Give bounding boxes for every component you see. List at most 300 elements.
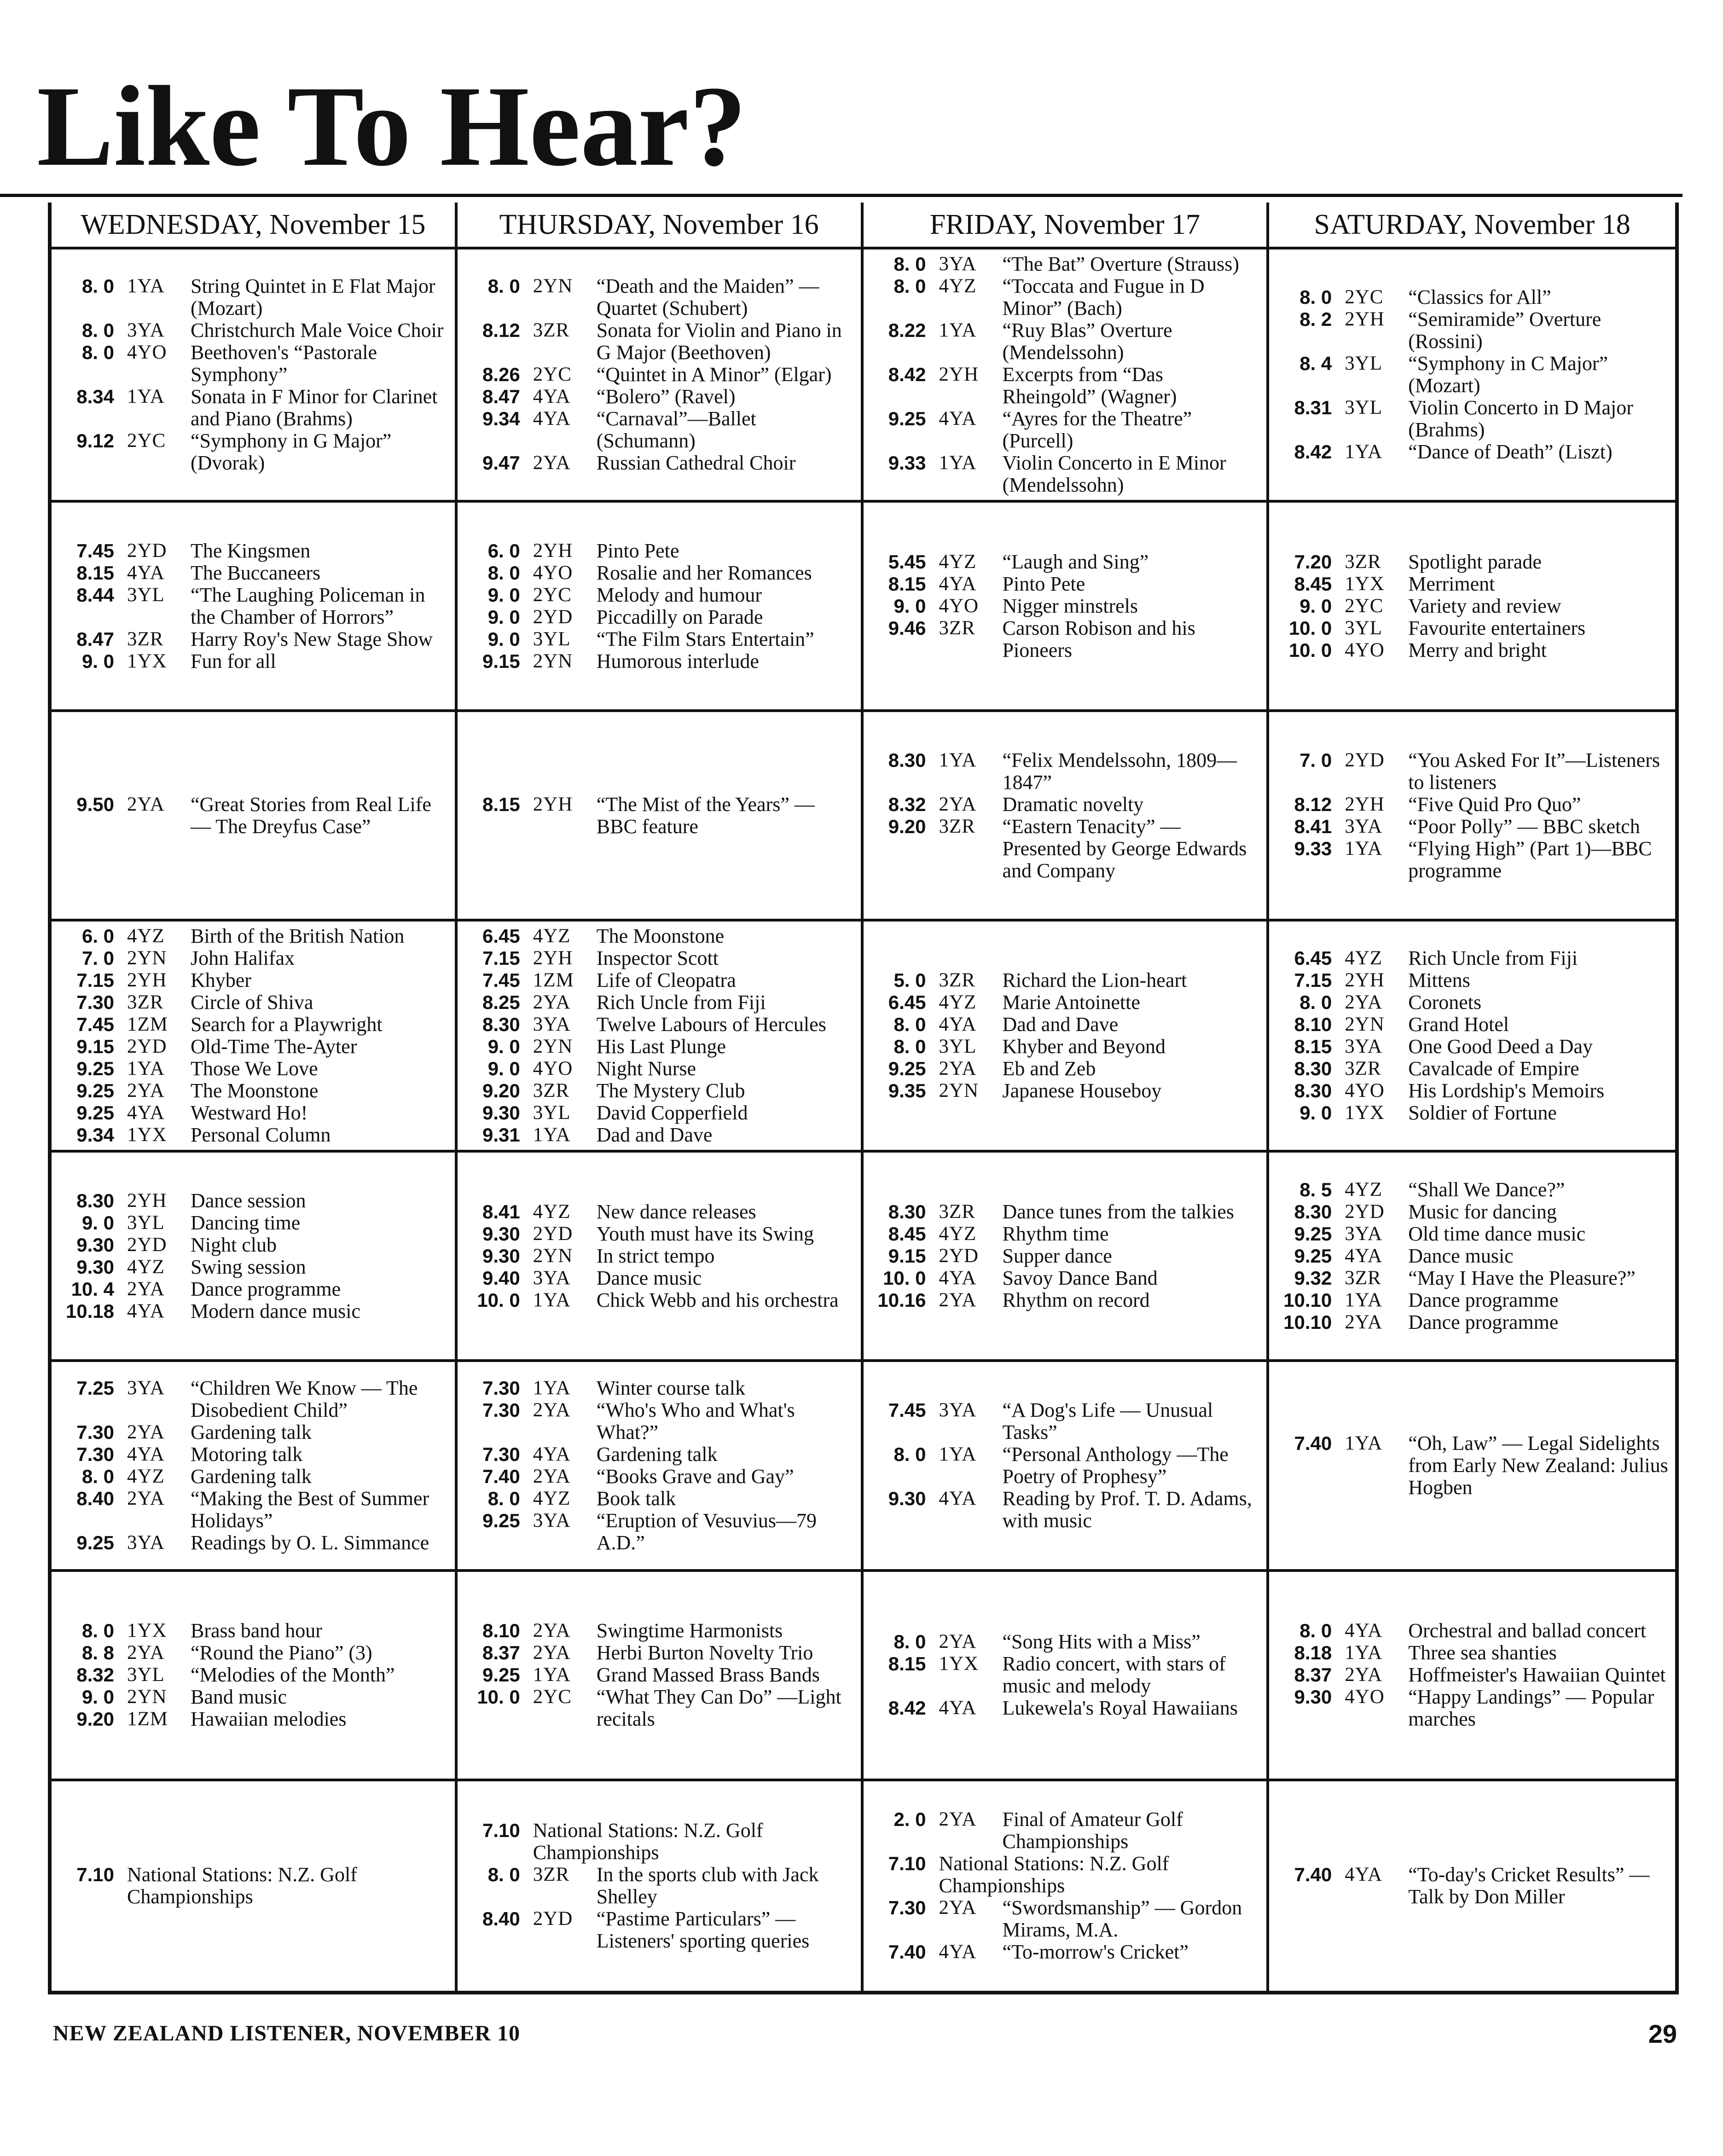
station-code: 4YZ	[533, 1488, 571, 1510]
station-code: 2YA	[127, 1421, 165, 1443]
programme-entry	[1276, 397, 1669, 441]
programme-time: 9.31	[482, 1124, 520, 1146]
programme-entry	[58, 628, 448, 650]
station-code: 3ZR	[533, 319, 570, 341]
station-code: 3ZR	[1345, 1058, 1381, 1080]
programme-time: 7.10	[482, 1820, 520, 1842]
schedule-cell	[458, 922, 864, 1153]
day-header-wednesday: WEDNESDAY, November 15	[52, 203, 458, 249]
programme-entry	[58, 430, 448, 474]
station-code: 1YA	[939, 1443, 977, 1466]
programme-time: 6.45	[1294, 947, 1332, 969]
programme-time: 9. 0	[487, 628, 520, 650]
programme-entry	[464, 1488, 854, 1510]
programme-time: 9.20	[888, 815, 926, 837]
programme-time: 9.25	[482, 1664, 520, 1686]
station-code: 3ZR	[939, 815, 975, 837]
programme-description: Excerpts from “Das Rheingold” (Wagner)	[1002, 363, 1177, 408]
programme-time: 9.15	[888, 1245, 926, 1267]
programme-entry	[58, 1278, 448, 1300]
programme-entry	[464, 1245, 854, 1267]
schedule-cell	[458, 712, 864, 922]
programme-entry	[870, 1080, 1260, 1102]
programme-entry	[464, 319, 854, 364]
programme-entry	[464, 1642, 854, 1664]
programme-time: 8. 0	[1300, 286, 1332, 308]
programme-description: Soldier of Fortune	[1408, 1101, 1557, 1124]
station-code: 4YZ	[127, 1466, 165, 1488]
station-code: 2YA	[533, 1399, 571, 1421]
station-code: 4YA	[939, 1267, 977, 1289]
programme-description: Dance programme	[191, 1277, 341, 1300]
schedule-cell	[1269, 503, 1675, 712]
programme-description: Reading by Prof. T. D. Adams, with music	[1002, 1487, 1252, 1532]
station-code: 3ZR	[1345, 1267, 1381, 1289]
programme-entry	[870, 1036, 1260, 1058]
programme-entry	[58, 584, 448, 628]
programme-description: Harry Roy's New Stage Show	[191, 627, 433, 650]
programme-description: Variety and review	[1408, 594, 1561, 617]
programme-entry	[870, 551, 1260, 573]
station-code: 1YA	[127, 1058, 165, 1080]
programme-entry	[1276, 1102, 1669, 1124]
programme-time: 8.10	[482, 1620, 520, 1642]
schedule-cell	[52, 249, 458, 503]
programme-entry	[870, 408, 1260, 452]
schedule-cell	[52, 1362, 458, 1571]
programme-time: 9.20	[76, 1708, 114, 1730]
programme-description: “Toccata and Fugue in D Minor” (Bach)	[1002, 275, 1205, 319]
programme-time: 9.30	[482, 1102, 520, 1124]
programme-entry	[58, 925, 448, 947]
programme-time: 7.40	[482, 1466, 520, 1488]
station-code: 1YA	[533, 1664, 571, 1686]
station-code: 2YH	[127, 969, 167, 991]
programme-entry	[464, 408, 854, 452]
station-code: 2YN	[127, 1686, 167, 1708]
programme-description: “You Asked For It”—Listeners to listeners	[1408, 748, 1660, 794]
station-code: 2YD	[533, 1223, 573, 1245]
station-code: 3ZR	[939, 1200, 975, 1223]
programme-entry	[870, 1267, 1260, 1289]
programme-time: 7.15	[76, 969, 114, 991]
programme-time: 8.45	[888, 1223, 926, 1245]
programme-time: 8.15	[1294, 1036, 1332, 1058]
programme-description: “To-day's Cricket Results” — Talk by Don Miller	[1408, 1863, 1650, 1908]
programme-time: 7.10	[76, 1864, 114, 1886]
programme-time: 2. 0	[893, 1808, 926, 1831]
programme-time: 8. 8	[81, 1642, 114, 1664]
programme-entry	[1276, 308, 1669, 353]
programme-time: 8.32	[76, 1664, 114, 1686]
programme-entry	[58, 1036, 448, 1058]
programme-description: Savoy Dance Band	[1002, 1266, 1158, 1289]
station-code: 1YX	[127, 1620, 167, 1642]
programme-time: 8. 0	[893, 253, 926, 275]
programme-description: Khyber and Beyond	[1002, 1035, 1166, 1058]
station-code: 2YA	[939, 1808, 977, 1831]
station-code: 2YN	[533, 650, 573, 672]
programme-entry	[1276, 1223, 1669, 1245]
programme-description: Band music	[191, 1686, 287, 1709]
programme-entry	[1276, 286, 1669, 308]
programme-time: 9.12	[76, 430, 114, 452]
programme-description: Radio concert, with stars of music and melody	[1002, 1652, 1226, 1698]
programme-description: Final of Amateur Golf Championships	[1002, 1808, 1183, 1853]
programme-description: “To-morrow's Cricket”	[1002, 1941, 1189, 1964]
schedule-cell	[458, 1153, 864, 1362]
station-code: 3ZR	[533, 1864, 570, 1886]
station-code: 3YL	[127, 584, 165, 606]
programme-description: John Halifax	[191, 947, 295, 970]
station-code: 2YA	[939, 1631, 977, 1653]
programme-description: In the sports club with Jack Shelley	[596, 1863, 819, 1908]
programme-description: Grand Hotel	[1408, 1013, 1509, 1036]
station-code: 4YA	[533, 386, 571, 407]
programme-time: 8.45	[1294, 573, 1332, 595]
programme-entry	[58, 1014, 448, 1036]
programme-description: Russian Cathedral Choir	[596, 452, 796, 474]
programme-description: Birth of the British Nation	[191, 925, 405, 948]
programme-description: Old time dance music	[1408, 1222, 1586, 1245]
programme-entry	[464, 1466, 854, 1488]
programme-description: Readings by O. L. Simmance	[191, 1531, 429, 1554]
programme-time: 8. 0	[893, 1014, 926, 1036]
programme-description: “May I Have the Pleasure?”	[1408, 1266, 1636, 1289]
programme-description: Night club	[191, 1233, 277, 1256]
programme-entry	[870, 1289, 1260, 1311]
programme-description: “Children We Know — The Disobedient Child”	[191, 1377, 418, 1422]
programme-description: Brass band hour	[191, 1619, 322, 1642]
station-code: 3ZR	[127, 628, 164, 650]
station-code: 4YZ	[939, 1223, 977, 1245]
programme-entry	[464, 1510, 854, 1554]
programme-time: 8. 0	[893, 1443, 926, 1466]
programme-description: Coronets	[1408, 991, 1482, 1014]
programme-entry	[870, 1697, 1260, 1719]
programme-entry	[870, 573, 1260, 595]
programme-description: Gardening talk	[596, 1443, 718, 1466]
programme-description: Life of Cleopatra	[596, 969, 736, 992]
station-code: 2YN	[533, 1245, 573, 1267]
programme-time: 7.40	[1294, 1432, 1332, 1455]
programme-description: “Five Quid Pro Quo”	[1408, 793, 1581, 816]
schedule-cell	[52, 1572, 458, 1781]
station-code: 2YD	[1345, 1200, 1385, 1223]
programme-description: Mittens	[1408, 969, 1470, 992]
programme-time: 6. 0	[81, 925, 114, 947]
programme-entry	[1276, 1664, 1669, 1686]
programme-description: Supper dance	[1002, 1244, 1112, 1267]
station-code: 1YA	[939, 452, 977, 474]
schedule-cell	[864, 1362, 1270, 1571]
schedule-cell	[864, 1153, 1270, 1362]
programme-time: 7.40	[888, 1941, 926, 1963]
day-header-friday: FRIDAY, November 17	[864, 203, 1270, 249]
programme-description: “Melodies of the Month”	[191, 1663, 395, 1687]
programme-description: “Eastern Tenacity” — Presented by George Edwards and Company	[1002, 815, 1247, 882]
programme-entry	[58, 342, 448, 386]
programme-entry	[1276, 1289, 1669, 1311]
programme-time: 9.47	[482, 452, 520, 474]
station-code: 4YA	[1345, 1620, 1383, 1642]
station-code: 2YD	[127, 1036, 167, 1058]
programme-time: 8. 5	[1300, 1178, 1332, 1200]
station-code: 1YX	[127, 650, 167, 672]
programme-description: Dance programme	[1408, 1288, 1559, 1311]
programme-description: The Moonstone	[191, 1079, 319, 1102]
station-code: 2YA	[939, 1058, 977, 1080]
programme-entry	[870, 1058, 1260, 1080]
programme-time: 8. 0	[893, 1631, 926, 1653]
programme-entry	[464, 925, 854, 947]
programme-description: “Ayres for the Theatre” (Purcell)	[1002, 407, 1192, 452]
programme-description: Herbi Burton Novelty Trio	[596, 1641, 813, 1664]
station-code: 3ZR	[1345, 551, 1381, 573]
programme-entry	[464, 1620, 854, 1642]
page-number: 29	[1648, 2019, 1677, 2048]
programme-time: 9. 0	[1300, 1102, 1332, 1124]
programme-description: “Who's Who and What's What?”	[596, 1399, 795, 1444]
programme-entry	[870, 452, 1260, 496]
programme-entry	[1276, 1267, 1669, 1289]
programme-entry	[870, 253, 1260, 275]
programme-description: “The Bat” Overture (Strauss)	[1002, 253, 1239, 275]
programme-time: 8. 2	[1300, 308, 1332, 330]
programme-description: “Round the Piano” (3)	[191, 1641, 372, 1664]
programme-entry	[58, 562, 448, 584]
programme-description: Old-Time The-Ayter	[191, 1035, 357, 1058]
programme-description: Rhythm time	[1002, 1222, 1109, 1245]
station-code: 1YA	[1345, 1642, 1383, 1664]
programme-entry	[464, 452, 854, 474]
programme-time: 9. 0	[487, 1036, 520, 1058]
station-code: 2YA	[533, 1642, 571, 1664]
programme-entry	[870, 1488, 1260, 1532]
schedule-cell	[458, 503, 864, 712]
programme-entry	[464, 1102, 854, 1124]
schedule-cell	[52, 712, 458, 922]
programme-time: 7.45	[76, 539, 114, 562]
programme-description: Hawaiian melodies	[191, 1708, 347, 1731]
programme-time: 7.30	[482, 1443, 520, 1466]
programme-description: “Making the Best of Summer Holidays”	[191, 1487, 429, 1532]
programme-description: “Classics for All”	[1408, 286, 1551, 308]
programme-description: Inspector Scott	[596, 947, 719, 970]
programme-description: Christchurch Male Voice Choir	[191, 319, 444, 342]
programme-time: 10.10	[1283, 1289, 1332, 1311]
programme-time: 10. 0	[883, 1267, 926, 1289]
programme-entry	[464, 364, 854, 386]
programme-time: 9.33	[888, 452, 926, 474]
programme-entry	[464, 540, 854, 562]
programme-description: “Ruy Blas” Overture (Mendelssohn)	[1002, 319, 1172, 364]
programme-description: “Symphony in C Major” (Mozart)	[1408, 352, 1608, 397]
station-code: 2YD	[939, 1245, 979, 1267]
programme-description: “The Laughing Policeman in the Chamber of Horrors”	[191, 583, 425, 628]
programme-time: 9.25	[76, 1058, 114, 1080]
programme-time: 8. 0	[487, 1864, 520, 1886]
programme-description: Modern dance music	[191, 1299, 360, 1322]
programme-description: Khyber	[191, 969, 251, 992]
programme-time: 8.12	[1294, 793, 1332, 815]
programme-time: 8.32	[888, 793, 926, 815]
programme-description: His Lordship's Memoirs	[1408, 1079, 1605, 1102]
programme-time: 9.25	[888, 1058, 926, 1080]
programme-description: Pinto Pete	[596, 539, 679, 562]
station-code: 2YA	[127, 793, 165, 815]
programme-entry	[464, 606, 854, 628]
programme-entry	[464, 1080, 854, 1102]
station-code: 4YA	[939, 573, 977, 595]
programme-entry	[870, 1653, 1260, 1697]
station-code: 2YA	[533, 1620, 571, 1642]
programme-description: Hoffmeister's Hawaiian Quintet	[1408, 1663, 1666, 1687]
programme-description: Piccadilly on Parade	[596, 605, 763, 628]
programme-description: String Quintet in E Flat Major (Mozart)	[191, 275, 435, 319]
programme-entry	[58, 386, 448, 430]
station-code: 2YH	[1345, 793, 1385, 815]
programme-time: 8. 0	[1300, 991, 1332, 1014]
programme-description: “Poor Polly” — BBC sketch	[1408, 815, 1640, 838]
programme-entry	[870, 1245, 1260, 1267]
programme-entry	[58, 1443, 448, 1466]
schedule-cell	[1269, 1781, 1675, 1991]
programme-description: “Felix Mendelssohn, 1809—1847”	[1002, 748, 1237, 794]
programme-time: 9.30	[1294, 1686, 1332, 1708]
programme-entry	[1276, 1620, 1669, 1642]
station-code: 3YL	[1345, 397, 1383, 418]
programme-description: Sonata for Violin and Piano in G Major (Beethoven)	[596, 319, 842, 364]
programme-entry	[1276, 1245, 1669, 1267]
station-code: 1YA	[1345, 1432, 1383, 1455]
programme-time: 8. 4	[1300, 353, 1332, 374]
station-code: 2YC	[1345, 595, 1384, 617]
programme-description: Winter course talk	[596, 1377, 745, 1400]
station-code: 4YA	[939, 408, 977, 429]
station-code: 2YD	[127, 1234, 167, 1256]
programme-entry	[464, 1377, 854, 1399]
programme-entry	[870, 1631, 1260, 1653]
programme-time: 9.50	[76, 793, 114, 815]
station-code: 2YH	[1345, 308, 1385, 330]
programme-entry	[58, 1190, 448, 1212]
station-code: 4YO	[1345, 1080, 1385, 1102]
programme-description: Melody and humour	[596, 583, 762, 606]
programme-entry	[870, 275, 1260, 319]
station-code: 3YL	[533, 1102, 571, 1124]
programme-entry	[870, 595, 1260, 617]
station-code: 2YA	[127, 1278, 165, 1300]
programme-time: 8. 0	[893, 275, 926, 297]
programme-time: 9.25	[76, 1080, 114, 1102]
programme-description: “Oh, Law” — Legal Sidelights from Early New Zealand: Julius Hogben	[1408, 1432, 1668, 1499]
programme-description: Spotlight parade	[1408, 550, 1542, 573]
programme-time: 8.31	[1294, 397, 1332, 418]
programme-time: 8. 0	[1300, 1620, 1332, 1642]
programme-description: “Great Stories from Real Life — The Dreyfus Case”	[191, 793, 431, 838]
station-code: 4YO	[1345, 1686, 1385, 1708]
programme-entry	[464, 1289, 854, 1311]
programme-time: 10. 4	[71, 1278, 114, 1300]
programme-time: 8.30	[1294, 1058, 1332, 1080]
programme-entry	[1276, 1686, 1669, 1730]
station-code: 2YA	[1345, 1311, 1383, 1333]
programme-entry	[1276, 1036, 1669, 1058]
day-header-thursday: THURSDAY, November 16	[458, 203, 864, 249]
programme-entry	[58, 1256, 448, 1278]
schedule-cell	[458, 1572, 864, 1781]
programme-time: 7.30	[482, 1399, 520, 1421]
schedule-cell	[52, 1153, 458, 1362]
station-code: 4YZ	[939, 275, 977, 297]
programme-description: Dancing time	[191, 1211, 301, 1234]
programme-description: Twelve Labours of Hercules	[596, 1013, 826, 1036]
programme-time: 8.40	[76, 1488, 114, 1510]
programme-entry	[58, 1488, 448, 1532]
programme-entry	[464, 1864, 854, 1908]
programme-time: 7.30	[888, 1897, 926, 1919]
programme-description: “Eruption of Vesuvius—79 A.D.”	[596, 1509, 817, 1554]
programme-time: 9.25	[76, 1102, 114, 1124]
station-code: 4YZ	[533, 925, 571, 947]
station-code: 3ZR	[939, 617, 975, 639]
programme-description: “Quintet in A Minor” (Elgar)	[596, 363, 832, 386]
programme-entry	[464, 1058, 854, 1080]
programme-time: 9. 0	[893, 595, 926, 617]
programme-entry	[1276, 816, 1669, 838]
programme-time: 7.30	[76, 991, 114, 1014]
programme-entry	[870, 749, 1260, 794]
programme-entry	[464, 650, 854, 672]
station-code: 1ZM	[533, 969, 574, 991]
programme-entry	[58, 319, 448, 342]
station-code: 2YC	[127, 430, 166, 452]
programme-time: 9.46	[888, 617, 926, 639]
programme-entry	[58, 1234, 448, 1256]
programme-time: 8.22	[888, 319, 926, 341]
programme-entry	[870, 1853, 1260, 1897]
programme-entry	[1276, 1864, 1669, 1908]
schedule-cell	[864, 503, 1270, 712]
programme-entry	[1276, 1432, 1669, 1499]
day-header-saturday: SATURDAY, November 18	[1269, 203, 1675, 249]
programme-time: 9.25	[76, 1532, 114, 1554]
programme-entry	[58, 1466, 448, 1488]
programme-entry	[58, 275, 448, 319]
station-code: 1ZM	[127, 1708, 168, 1730]
programme-entry	[464, 1267, 854, 1289]
programme-entry	[1276, 749, 1669, 794]
programme-time: 7.15	[1294, 969, 1332, 991]
programme-time: 8.37	[482, 1642, 520, 1664]
station-code: 1YA	[1345, 837, 1383, 859]
station-code: 2YA	[533, 1466, 571, 1488]
programme-description: Gardening talk	[191, 1465, 312, 1488]
programme-entry	[58, 947, 448, 969]
programme-description: Dance programme	[1408, 1310, 1559, 1333]
programme-entry	[464, 969, 854, 991]
station-code: 1YA	[533, 1124, 571, 1146]
station-code: 2YA	[127, 1080, 165, 1102]
programme-description: Swingtime Harmonists	[596, 1619, 783, 1642]
programme-description: Dance tunes from the talkies	[1002, 1200, 1234, 1223]
schedule-cell	[1269, 712, 1675, 922]
station-code: 2YH	[533, 947, 573, 969]
programme-description: Personal Column	[191, 1124, 331, 1147]
station-code: 2YH	[533, 539, 573, 562]
station-code: 3YA	[127, 1532, 165, 1554]
